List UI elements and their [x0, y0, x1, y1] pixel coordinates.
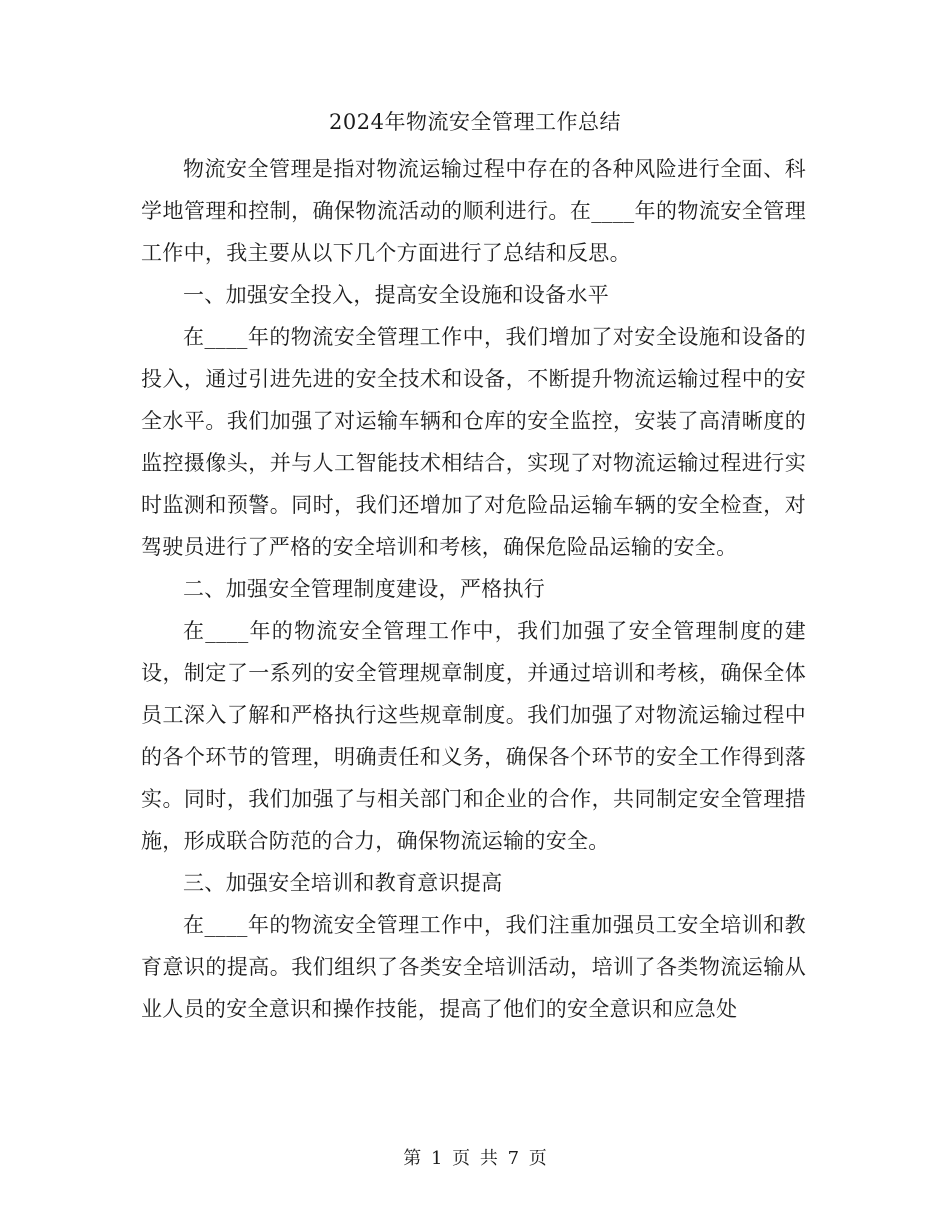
section-1-paragraph: 在____年的物流安全管理工作中，我们增加了对安全设施和设备的投入，通过引进先进的安全技术和设备，不断提升物流运输过程中的安全水平。我们加强了对运输车辆和仓库的安全监控，安装了高清晰度的监控摄像头，并与人工智能技术相结合，实现了对物流运输过程进行实时监测和预警。同时，我们还增加了对危险品运输车辆的安全检查，对驾驶员进行了严格的安全培训和考核，确保危险品运输的安全。: [141, 325, 806, 559]
intro-paragraph: 物流安全管理是指对物流运输过程中存在的各种风险进行全面、科学地管理和控制，确保物流活动的顺利进行。在____年的物流安全管理工作中，我主要从以下几个方面进行了总结和反思。: [141, 157, 806, 265]
section-heading-1: 一、加强安全投入，提高安全设施和设备水平: [183, 283, 609, 307]
section-3-paragraph: 在____年的物流安全管理工作中，我们注重加强员工安全培训和教育意识的提高。我们组织了各类安全培训活动，培训了各类物流运输从业人员的安全意识和操作技能，提高了他们的安全意识和应急处: [141, 913, 806, 1021]
section-2-paragraph: 在____年的物流安全管理工作中，我们加强了安全管理制度的建设，制定了一系列的安全管理规章制度，并通过培训和考核，确保全体员工深入了解和严格执行这些规章制度。我们加强了对物流运输过程中的各个环节的管理，明确责任和义务，确保各个环节的安全工作得到落实。同时，我们加强了与相关部门和企业的合作，共同制定安全管理措施，形成联合防范的合力，确保物流运输的安全。: [141, 619, 806, 853]
section-heading-3: 三、加强安全培训和教育意识提高: [183, 871, 503, 895]
section-heading-2: 二、加强安全管理制度建设，严格执行: [183, 577, 546, 601]
document-body: [141, 148, 806, 1030]
document-title: 2024年物流安全管理工作总结: [329, 110, 621, 134]
page-number-footer: 第 1 页 共 7 页: [403, 1148, 547, 1169]
